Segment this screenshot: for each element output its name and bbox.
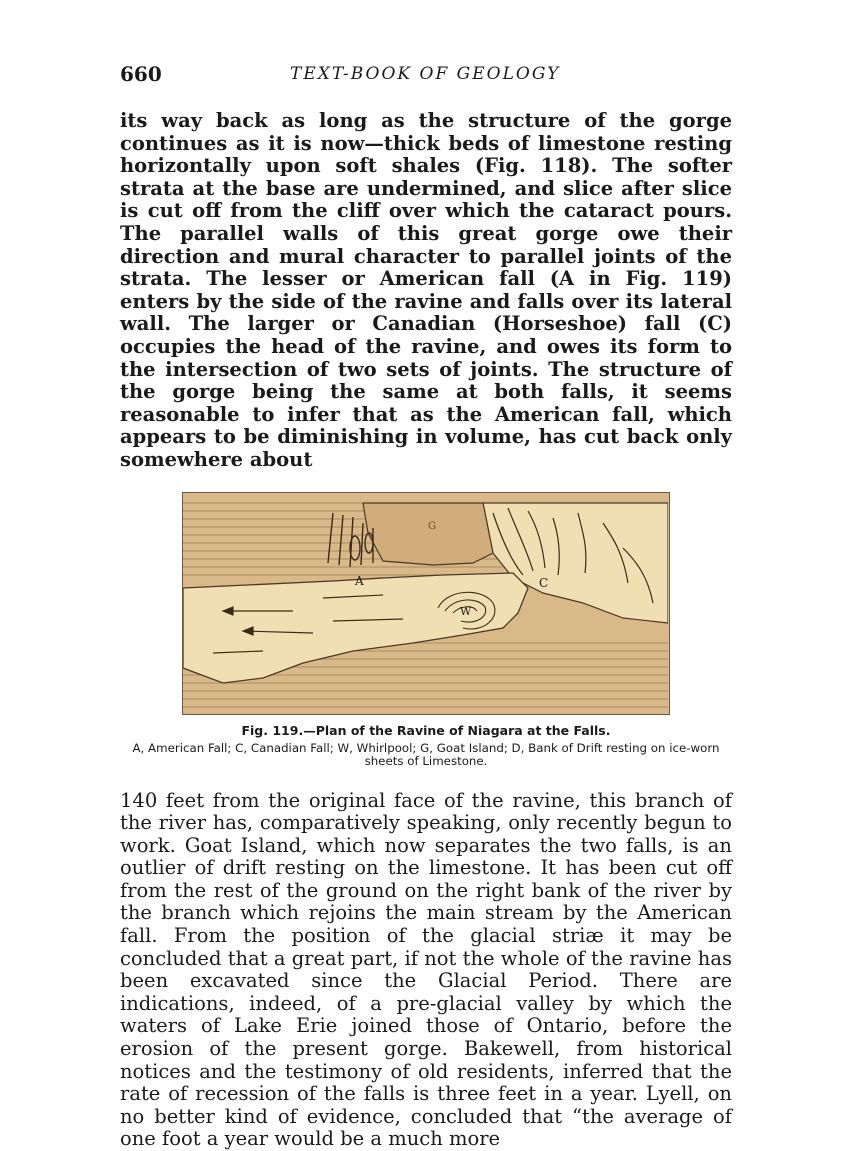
page-number: 660	[120, 62, 162, 86]
figure-caption-text: A, American Fall; C, Canadian Fall; W, Whirlpool; G, Goat Island; D, Bank of Drift resting on ice-worn sheets of Limestone.	[120, 742, 732, 768]
label-canadian-fall: C	[539, 576, 548, 590]
book-page	[120, 62, 732, 1151]
figure-caption-title: Fig. 119.—Plan of the Ravine of Niagara at the Falls.	[120, 723, 732, 738]
niagara-ravine-illustration	[183, 493, 668, 713]
label-whirlpool: W	[460, 605, 472, 618]
label-goat-island: G	[428, 521, 436, 532]
paragraph-2: 140 feet from the original face of the ravine, this branch of the river has, comparatively speaking, only recently begun to work. Goat Island, which now separates the two falls, is an outlier of drift resting on the limestone. It has been cut off from the rest of the ground on the right bank of the river by the branch which rejoins the main stream by the American fall. From the position of the glacial striæ it may be concluded that a great part, if not the whole of the ravine has been excavated since the Glacial Period. There are indications, indeed, of a pre-glacial valley by which the waters of Lake Erie joined those of Ontario, before the erosion of the present gorge. Bakewell, from historical notices and the testimony of old residents, inferred that the rate of recession of the falls is three feet in a year. Lyell, on no better kind of evidence, concluded that “the average of one foot a year would be a much more	[120, 790, 732, 1151]
goat-island	[363, 503, 493, 565]
label-american-fall: A	[354, 574, 364, 588]
running-title: TEXT-BOOK OF GEOLOGY	[290, 64, 560, 84]
page-header	[120, 62, 732, 92]
paragraph-1: its way back as long as the structure of the gorge continues as it is now—thick beds of limestone resting horizontally upon soft shales (Fig. 118). The softer strata at the base are undermined, and slice after slice is cut off from the cliff over which the cataract pours. The parallel walls of this great gorge owe their direction and mural character to parallel joints of the strata. The lesser or American fall (A in Fig. 119) enters by the side of the ravine and falls over its lateral wall. The larger or Canadian (Horseshoe) fall (C) occupies the head of the ravine, and owes its form to the intersection of two sets of joints. The structure of the gorge being the same at both falls, it seems reasonable to infer that as the American fall, which appears to be diminishing in volume, has cut back only somewhere about	[120, 110, 732, 472]
figure-niagara-plan	[182, 492, 670, 715]
